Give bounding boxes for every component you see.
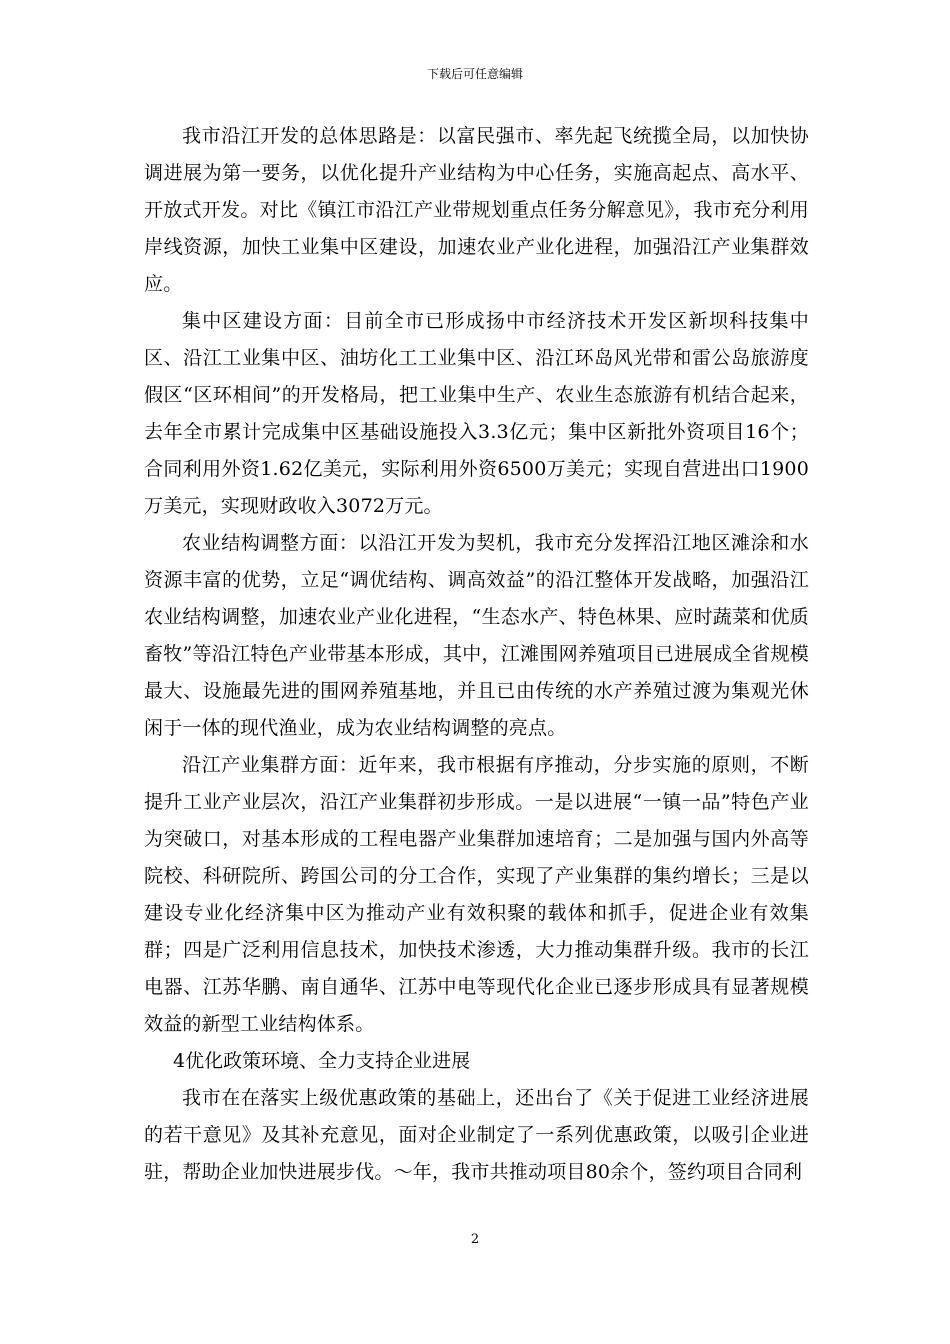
page-header: 下载后可任意编辑 — [426, 67, 523, 81]
paragraph-industrial-zones: 集中区建设方面：目前全市已形成扬中市经济技术开发区新坝科技集中区、沿江工业集中区、油坊化工工业集中区、沿江环岛风光带和雷公岛旅游度假区“区环相间”的开发格局，把工业集中生产、农业生态旅游有机结合起来，去年全市累计完成集中区基础设施投入3.3亿元；集中区新批外资项目16个；合同利用外资1.62亿美元，实际利用外资6500万美元；实现自营进出口1900万美元，实现财政收入3072万元。 — [144, 310, 809, 517]
paragraph-policy-environment: 我市在在落实上级优惠政策的基础上，还出台了《关于促进工业经济进展的若干意见》及其补充意见，面对企业制定了一系列优惠政策，以吸引企业进驻，帮助企业加快进展步伐。～年，我市共推动项目80余个，签约项目合同利 — [144, 1087, 809, 1183]
paragraph-industry-clusters: 沿江产业集群方面：近年来，我市根据有序推动，分步实施的原则，不断提升工业产业层次，沿江产业集群初步形成。一是以进展“一镇一品”特色产业为突破口，对基本形成的工程电器产业集群加速培育；二是加强与国内外高等院校、科研院所、跨国公司的分工合作，实现了产业集群的集约增长；三是以建设专业化经济集中区为推动产业有效积聚的载体和抓手，促进企业有效集群；四是广泛利用信息技术，加快技术渗透，大力推动集群升级。我市的长江电器、江苏华鹏、南自通华、江苏中电等现代化企业已逐步形成具有显著规模效益的新型工业结构体系。 — [144, 754, 809, 1035]
page-number: 2 — [470, 1232, 480, 1247]
paragraph-agriculture-structure: 农业结构调整方面：以沿江开发为契机，我市充分发挥沿江地区滩涂和水资源丰富的优势，立足“调优结构、调高效益”的沿江整体开发战略，加强沿江农业结构调整，加速农业产业化进程，“生态水产、特色林果、应时蔬菜和优质畜牧”等沿江特色产业带基本形成，其中，江滩围网养殖项目已进展成全省规模最大、设施最先进的围网养殖基地，并且已由传统的水产养殖过渡为集观光休闲于一体的现代渔业，成为农业结构调整的亮点。 — [144, 532, 809, 739]
section-heading: 4优化政策环境、全力支持企业进展 — [173, 1050, 471, 1072]
document-body — [144, 118, 809, 1191]
paragraph-overall-approach: 我市沿江开发的总体思路是：以富民强市、率先起飞统揽全局，以加快协调进展为第一要务，以优化提升产业结构为中心任务，实施高起点、高水平、开放式开发。对比《镇江市沿江产业带规划重点任务分解意见》，我市充分利用岸线资源，加快工业集中区建设，加速农业产业化进程，加强沿江产业集群效应。 — [144, 125, 809, 295]
